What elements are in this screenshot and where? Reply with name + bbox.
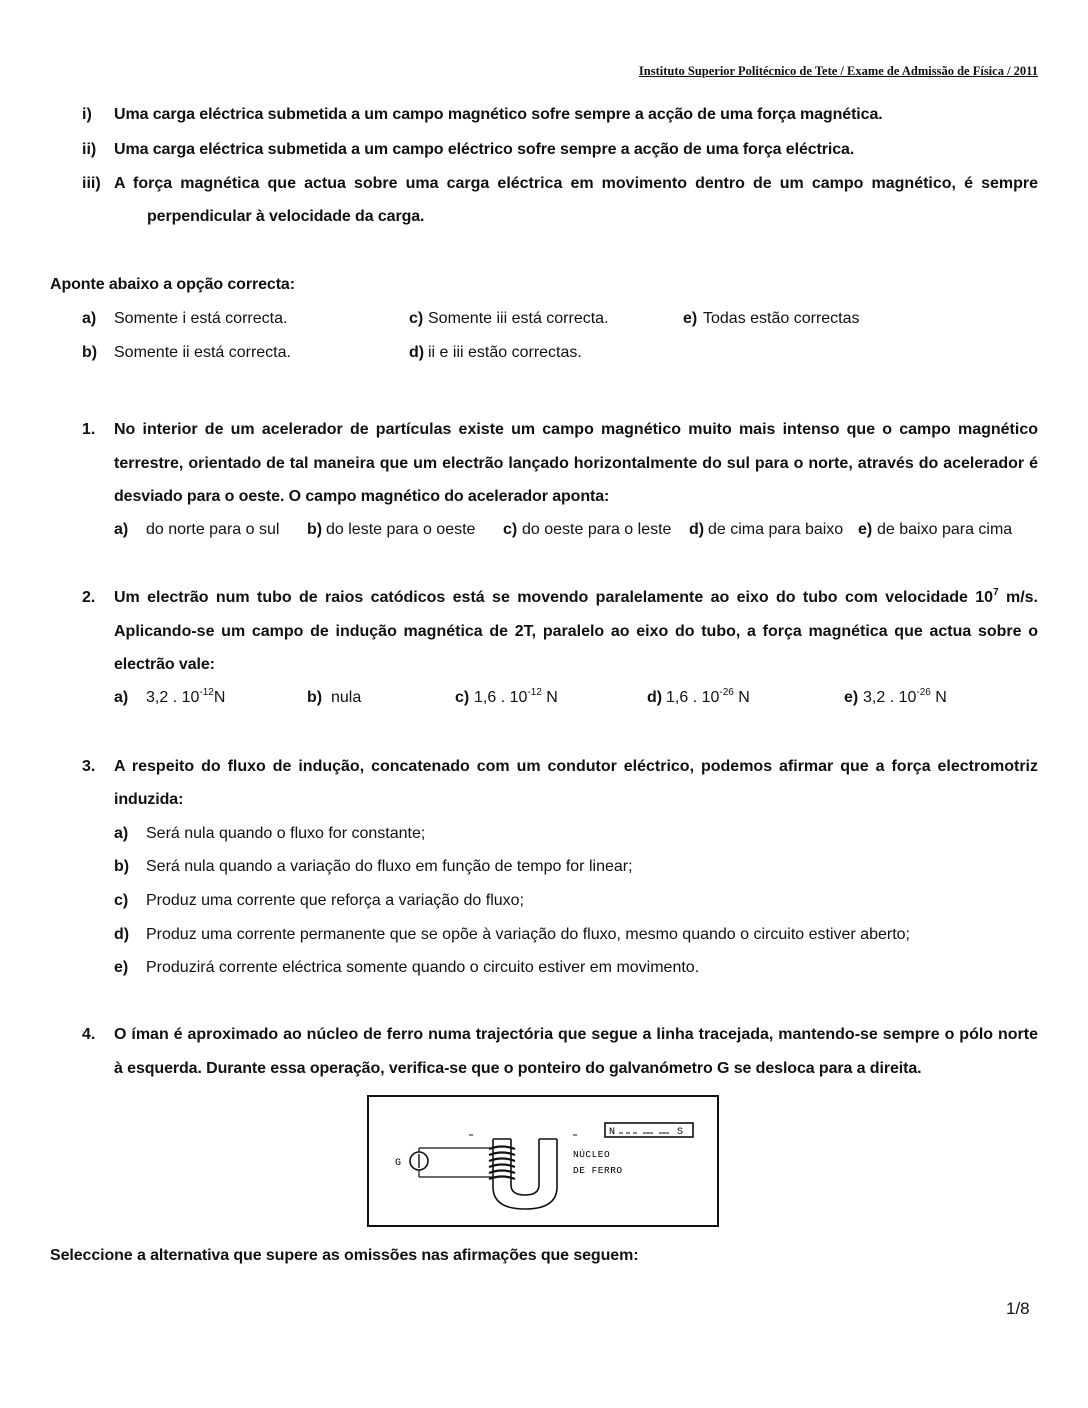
prompt-correct-option: Aponte abaixo a opção correcta: xyxy=(50,276,295,293)
statement-label: iii) xyxy=(82,175,101,192)
option-text: do norte para o sul xyxy=(146,521,280,538)
question-number: 3. xyxy=(82,758,96,775)
option-label: e) xyxy=(683,310,698,327)
option-text: do oeste para o leste xyxy=(522,521,672,538)
option-text: Produzirá corrente eléctrica somente quando o circuito estiver em movimento. xyxy=(146,959,700,976)
magnet-north-label: N xyxy=(609,1127,616,1138)
option-text: 1,6 . $10^{-26}$ N xyxy=(666,687,750,706)
option-label: b) xyxy=(82,344,98,361)
option-label: d) xyxy=(647,689,663,706)
option-text: 3,2 . $10^{-26}$ N xyxy=(863,687,947,706)
option-label: d) xyxy=(409,344,425,361)
option-text: Produz uma corrente que reforça a variação do fluxo; xyxy=(146,892,524,909)
option-text: 3,2 . $10^{-12}N$ xyxy=(146,687,226,706)
question-text: à esquerda. Durante essa operação, verifica-se que o ponteiro do galvanómetro G se desloca para a direita. xyxy=(114,1060,922,1077)
option-text: nula xyxy=(331,689,362,706)
statement-text: A força magnética que actua sobre uma carga eléctrica em movimento dentro de um campo magnético, é sempre xyxy=(114,175,1038,192)
option-label: e) xyxy=(858,521,873,538)
option-text: Será nula quando o fluxo for constante; xyxy=(146,825,426,842)
statement-label: ii) xyxy=(82,141,97,158)
question-number: 4. xyxy=(82,1026,96,1043)
page-number: 1/8 xyxy=(1006,1299,1030,1318)
question-text: No interior de um acelerador de partículas existe um campo magnético muito mais intenso que o campo magnético xyxy=(114,421,1038,438)
question-text: terrestre, orientado de tal maneira que um electrão lançado horizontalmente do sul para o norte, através do acelerador é xyxy=(114,455,1038,472)
option-text: ii e iii estão correctas. xyxy=(428,344,582,361)
exponent: 7 xyxy=(993,587,999,598)
option-label: a) xyxy=(114,521,129,538)
option-label: b) xyxy=(307,521,323,538)
option-text: 1,6 . $10^{-12}$ N xyxy=(474,687,558,706)
galvanometer-figure xyxy=(367,1095,719,1227)
option-label: b) xyxy=(114,858,130,875)
option-label: c) xyxy=(503,521,518,538)
option-label: a) xyxy=(82,310,97,327)
question-text: O íman é aproximado ao núcleo de ferro numa trajectória que segue a linha tracejada, mantendo-se sempre o pólo norte xyxy=(114,1026,1038,1043)
option-label: e) xyxy=(114,959,129,976)
option-label: c) xyxy=(455,689,470,706)
option-text: Somente ii está correcta. xyxy=(114,344,291,361)
option-label: b) xyxy=(307,689,323,706)
option-label: c) xyxy=(114,892,129,909)
question-text: desviado para o oeste. O campo magnético do acelerador aponta: xyxy=(114,488,610,505)
question-text: Aplicando-se um campo de indução magnética de 2T, paralelo ao eixo do tubo, a força magnética que actua sobre o xyxy=(114,623,1038,640)
question-text: A respeito do fluxo de indução, concatenado com um condutor eléctrico, podemos afirmar que a força electromotriz xyxy=(114,758,1038,775)
question-text: induzida: xyxy=(114,791,184,808)
option-text: de baixo para cima xyxy=(877,521,1013,538)
option-label: d) xyxy=(114,926,130,943)
question-text-main: Um electrão num tubo de raios catódicos está se movendo paralelamente ao eixo do tubo com velocidade 10 xyxy=(114,589,994,606)
question-text xyxy=(114,589,1038,607)
option-text: Todas estão correctas xyxy=(703,310,860,327)
iron-core xyxy=(493,1139,557,1209)
option-text: do leste para o oeste xyxy=(326,521,476,538)
statement-label: i) xyxy=(82,106,92,123)
option-label: a) xyxy=(114,689,129,706)
magnet-south-label: S xyxy=(677,1127,684,1138)
question-number: 2. xyxy=(82,589,96,606)
option-label: c) xyxy=(409,310,424,327)
option-text: de cima para baixo xyxy=(708,521,844,538)
page-header: Instituto Superior Politécnico de Tete / Exame de Admissão de Física / 2011 xyxy=(638,64,1038,78)
option-label: d) xyxy=(689,521,705,538)
question-text: electrão vale: xyxy=(114,656,215,673)
figure-drawing xyxy=(369,1097,717,1225)
option-text: Produz uma corrente permanente que se opõe à variação do fluxo, mesmo quando o circuito estiver aberto; xyxy=(146,926,910,943)
question-text-unit: m/s. xyxy=(998,589,1038,606)
statement-text: Uma carga eléctrica submetida a um campo eléctrico sofre sempre a acção de uma força eléctrica. xyxy=(114,141,855,158)
statement-text: Uma carga eléctrica submetida a um campo magnético sofre sempre a acção de uma força magnética. xyxy=(114,106,883,123)
question-number: 1. xyxy=(82,421,96,438)
option-text: Será nula quando a variação do fluxo em função de tempo for linear; xyxy=(146,858,633,875)
option-text: Somente i está correcta. xyxy=(114,310,288,327)
option-label: e) xyxy=(844,689,859,706)
g-label: G xyxy=(395,1158,402,1169)
option-text: Somente iii está correcta. xyxy=(428,310,609,327)
core-label: NÚCLEO xyxy=(573,1149,611,1160)
core-label: DE FERRO xyxy=(573,1165,623,1176)
final-prompt: Seleccione a alternativa que supere as omissões nas afirmações que seguem: xyxy=(50,1247,639,1264)
option-label: a) xyxy=(114,825,129,842)
statement-text-continuation: perpendicular à velocidade da carga. xyxy=(147,208,425,225)
